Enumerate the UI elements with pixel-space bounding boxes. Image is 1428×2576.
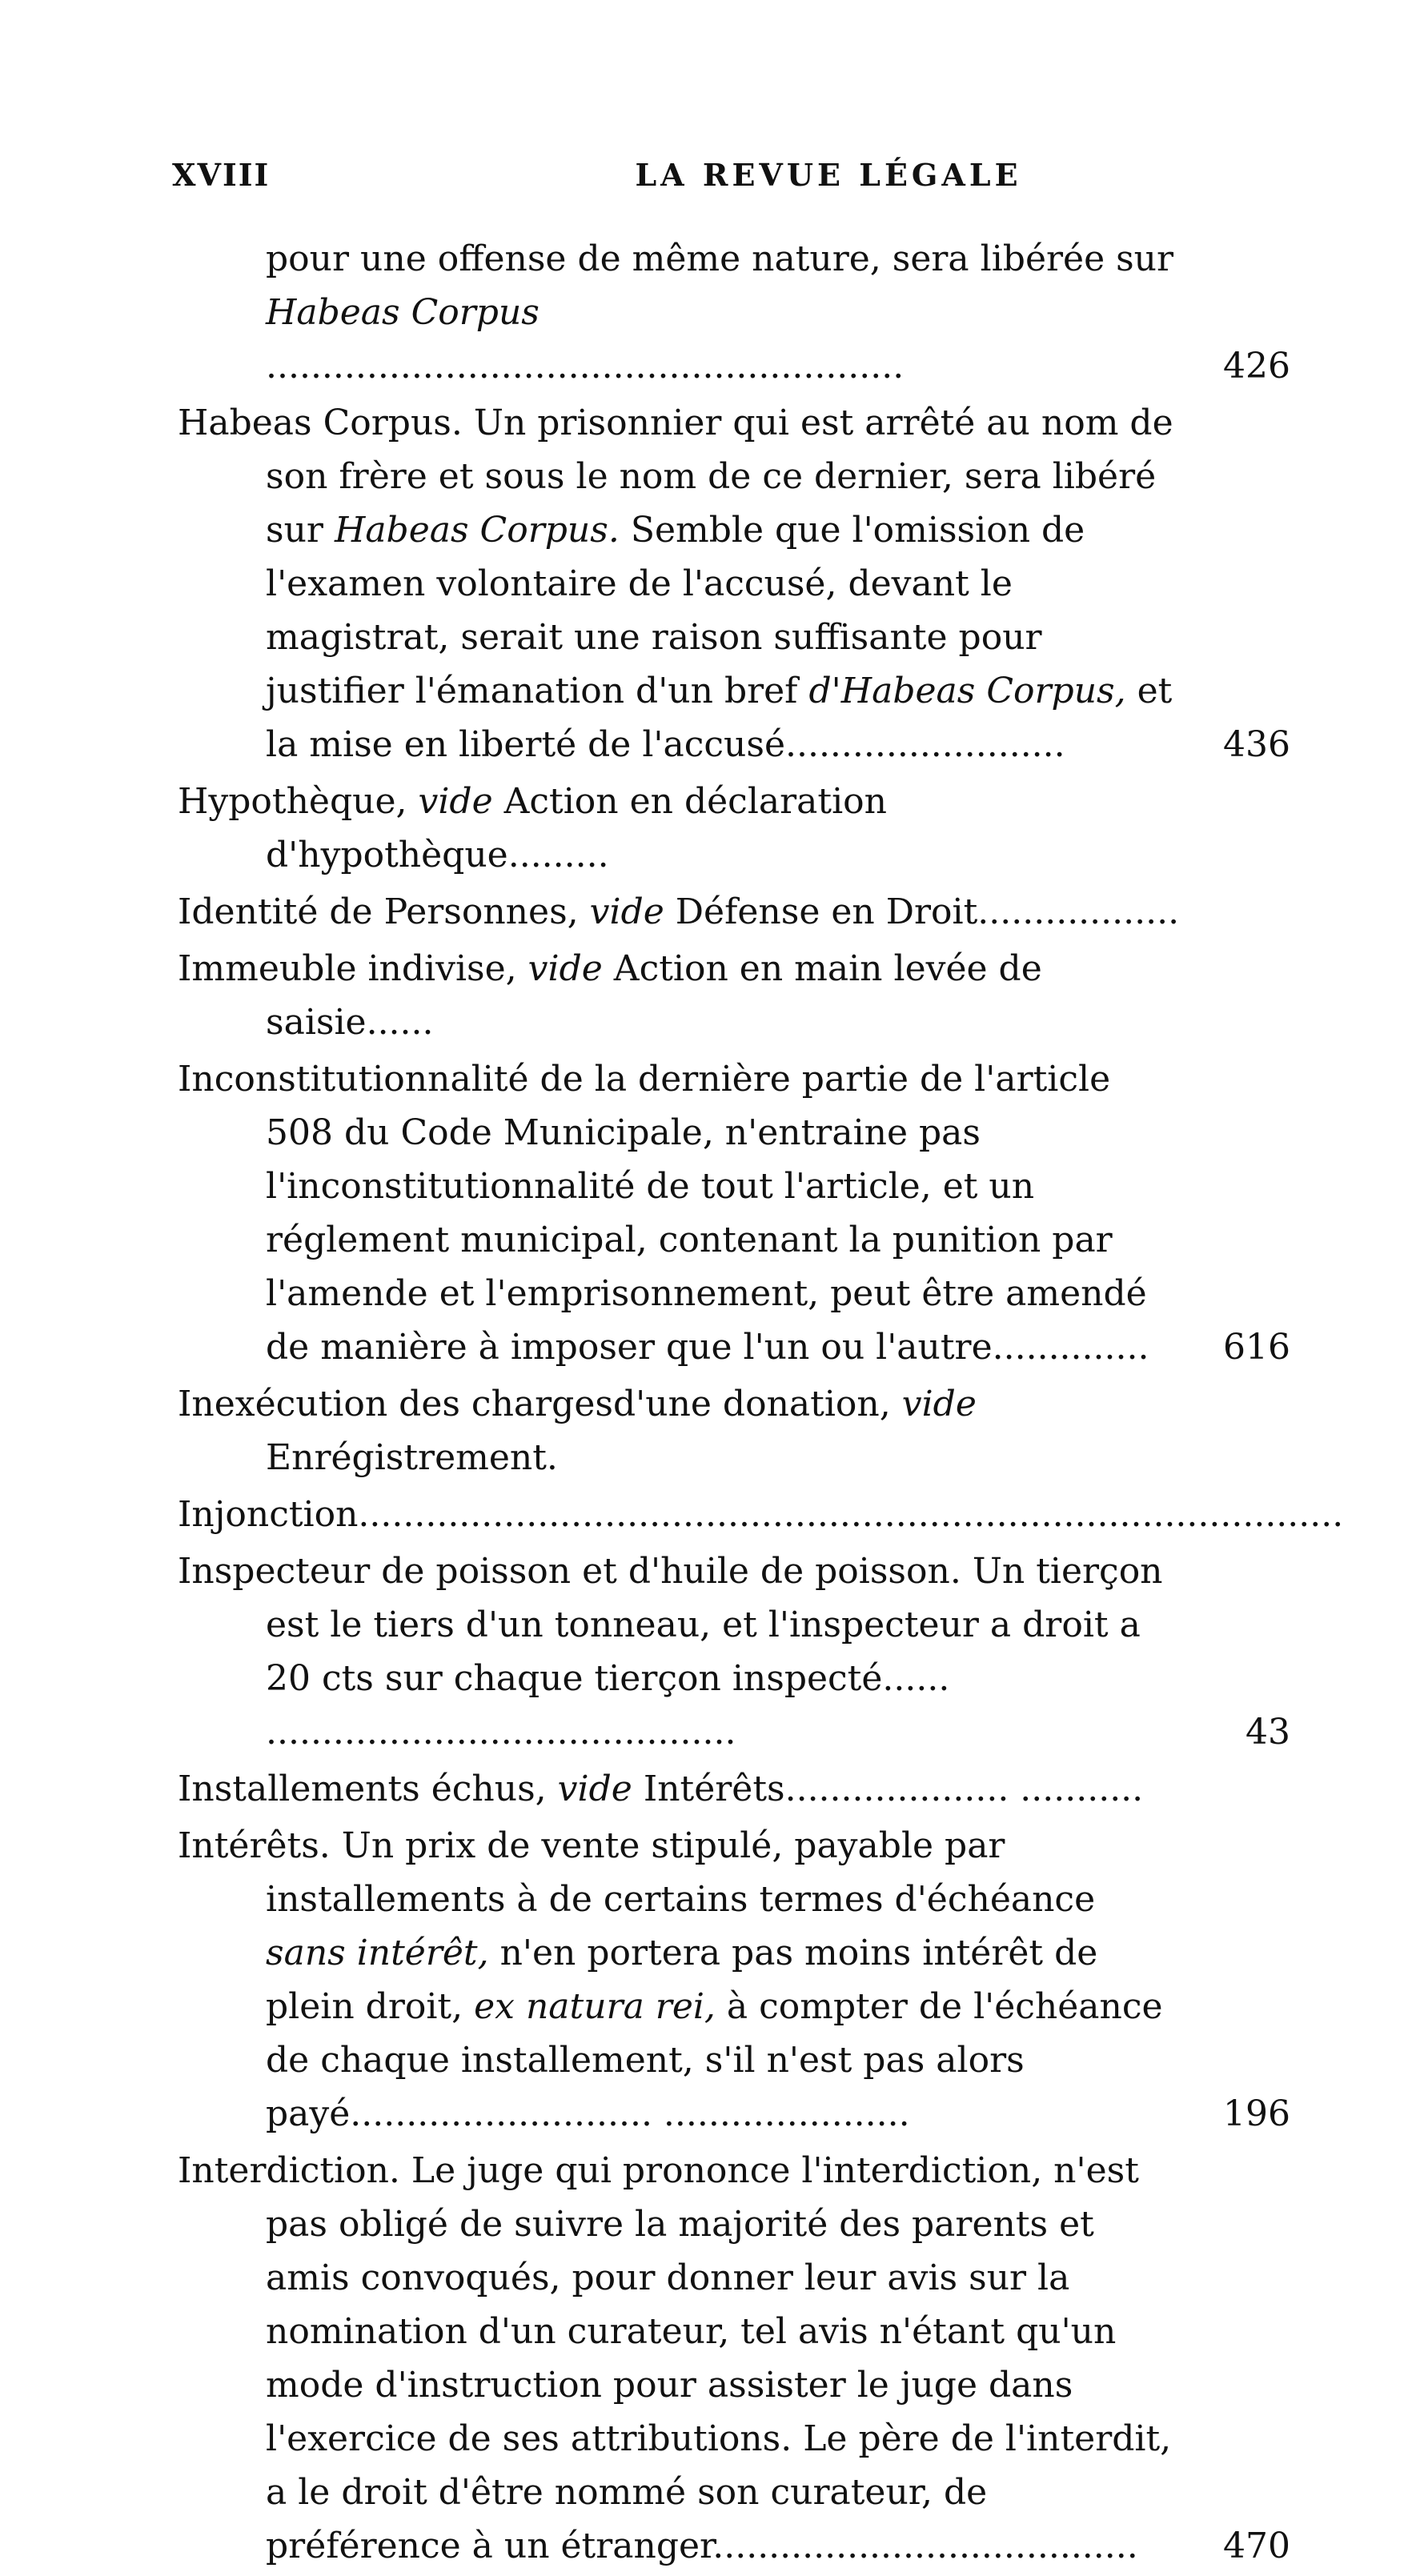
entry-reference: Habeas Corpus. [334,510,620,551]
dot-leader: ...................................... [712,2526,1138,2566]
entry-heading: Inconstitutionnalité [178,1059,529,1100]
entry-text: Un tierçon est le tiers d'un tonneau, et l'inspecteur a droit a 20 cts sur chaque tierçon inspecté [266,1551,1163,1699]
vide-reference: vide [527,948,603,989]
entry-heading: Identité de Personnes, [178,891,579,932]
index-entry [178,1377,1290,1484]
page-number: 436 [1223,724,1290,765]
entry-text: Défense en Droit [675,891,978,932]
entry-heading: Habeas Corpus. [178,403,463,443]
index-entry [178,885,1290,939]
index-entry [178,942,1290,1049]
dot-leader: .................... ........... [784,1769,1144,1809]
dot-leader: ........................................................................................ [358,1494,1344,1535]
entry-reference: sans intérêt, [266,1933,489,1973]
index-entry [178,1762,1290,1816]
vide-reference: vide [418,781,493,822]
entry-text: Action en main levée de saisie [266,948,1042,1043]
dot-leader: ...... .......................................... [266,1658,950,1753]
dot-leader: .............. [992,1327,1149,1368]
index-entry [178,775,1290,882]
index-entry [178,1819,1290,2141]
vide-reference: vide [589,891,664,932]
entry-text: Action en déclaration d'hypothèque [266,781,887,875]
entry-text: Un prisonnier qui est arrêté au nom de son frère et sous le nom de ce dernier, sera libéré sur [266,403,1173,551]
entry-text: Enrégistrement. [266,1437,558,1478]
index-entry [178,2144,1290,2573]
entry-text-continued: Semble que l'omission de l'examen volontaire de l'accusé, devant le magistrat, serait une raison suffisante pour justifier l'émanation d'un bref [266,510,1085,711]
page-number: 426 [1223,346,1290,387]
entry-heading: Immeuble indivise, [178,948,517,989]
vide-reference: vide [557,1769,632,1809]
index-entry [178,1052,1290,1374]
dot-leader: ........................... ...................... [350,2093,910,2134]
entry-reference: Habeas Corpus [266,292,540,333]
entry-heading: Installements échus, [178,1769,547,1809]
entry-heading: Inexécution des chargesd'une donation, [178,1384,891,1424]
entry-heading: Interdiction. [178,2150,400,2191]
vide-reference: vide [901,1384,977,1424]
entry-text-end: à compter de l'échéance de chaque installement, s'il n'est pas alors payé [266,1986,1163,2134]
dot-leader: .................. [977,891,1180,932]
dot-leader: ......................................................... [266,346,905,387]
index-entry [178,232,1290,393]
page-header [172,157,1293,197]
entry-text: Intérêts [643,1769,785,1809]
dot-leader: ......................... [784,724,1065,765]
running-title: LA REVUE LÉGALE [635,157,1022,193]
page-number: 616 [1223,1327,1290,1368]
entry-text: Un prix de vente stipulé, payable par installements à de certains termes d'échéance [266,1825,1096,1920]
entry-reference: d'Habeas Corpus, [808,671,1126,711]
entry-text-end: et la mise en liberté de l'accusé [266,671,1173,765]
dot-leader: ...... [366,1002,434,1043]
entry-heading: Injonction [178,1494,359,1535]
entry-text: pour une offense de même nature, sera libérée sur [266,238,1174,279]
entry-heading: Intérêts. [178,1825,331,1866]
dot-leader: ......... [507,835,609,875]
entry-text-continued: n'en portera pas moins intérêt de plein droit, [266,1933,1098,2027]
entry-text: de la dernière partie de l'article 508 du Code Municipale, n'entraine pas l'inconstitutionnalité de tout l'article, et un réglement municipal, contenant la punition par l'amende et l'emprisonnement, peut être amendé de manière à imposer que l'un ou l'autre [266,1059,1147,1368]
entry-text: Le juge qui prononce l'interdiction, n'est pas obligé de suivre la majorité des parents et amis convoqués, pour donner leur avis sur la nomination d'un curateur, tel avis n'étant qu'un mode d'instruction pour assister le juge dans l'exercice de ses attributions. Le père de l'interdit, a le droit d'être nommé son curateur, de préférence à un étranger [266,2150,1172,2566]
index-entry [178,1544,1290,1759]
index-entries [178,232,1344,2576]
entry-heading: Inspecteur de poisson et d'huile de poisson. [178,1551,961,1592]
index-entry [178,396,1290,771]
entry-heading: Hypothèque, [178,781,407,822]
entry-reference: ex natura rei, [474,1986,716,2027]
index-entry [178,1488,1344,1541]
page-folio: XVIII [172,157,271,193]
page-number: 196 [1223,2093,1290,2134]
page-number: 43 [1245,1712,1290,1753]
page-number: 470 [1223,2526,1290,2566]
